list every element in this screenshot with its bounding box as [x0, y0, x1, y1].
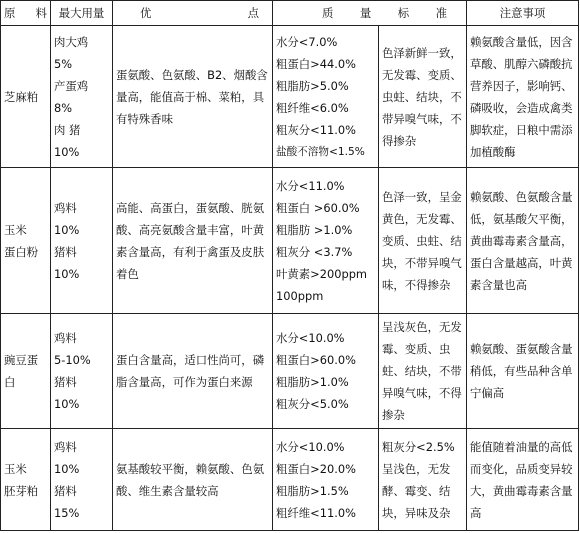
quality-indices-cell: 水分<11.0% 粗蛋白 >60.0% 粗脂肪 >1.0% 粗灰分 <3.7% 叶黄素>200ppm 100ppm — [273, 168, 379, 314]
table-row — [1, 429, 579, 531]
advantages-cell: 高能、高蛋白，蛋氨酸、胱氨酸、高亮氨酸含量丰富，叶黄素含量高，有利于禽蛋及皮肤着色 — [113, 168, 273, 314]
usage-cell: 鸡料 5-10% 猪料 10% — [51, 314, 113, 429]
quality-indices-cell: 水分<7.0% 粗蛋白>44.0% 粗脂肪>5.0% 粗纤维<6.0% 粗灰分<11.0% 盐酸不溶物<1.5% — [273, 26, 379, 168]
quality-description-cell: 粗灰分<2.5%呈浅色，无发酵、霉变、结块，异味及杂 — [379, 429, 467, 531]
usage-cell: 肉大鸡 5% 产蛋鸡 8% 肉 猪 10% — [51, 26, 113, 168]
table-row — [1, 314, 579, 429]
usage-cell: 鸡料 10% 猪料 10% — [51, 168, 113, 314]
header-max-usage: 最大用量 — [51, 1, 113, 26]
usage-cell: 鸡料 10% 猪料 15% — [51, 429, 113, 531]
quality-indices-cell: 水分<10.0% 粗蛋白>20.0% 粗脂肪>1.5% 粗纤维<11.0% — [273, 429, 379, 531]
quality-description-cell: 色泽一致，呈金黄色，无发霉、变质、虫蛀、结块，不带异嗅气味，不得掺杂 — [379, 168, 467, 314]
advantages-cell: 蛋氨酸、色氨酸、B2、烟酸含量高，能值高于棉、菜粕，具有特殊香味 — [113, 26, 273, 168]
notes-cell: 能值随着油量的高低而变化，品质变异较大，黄曲霉毒素含量高 — [467, 429, 579, 531]
header-quality-standard: 质 量 标 准 — [273, 1, 467, 26]
notes-cell: 赖氨酸、色氨酸含量低，氨基酸欠平衡，黄曲霉毒素含量高，蛋白含量越高，叶黄素含量也高 — [467, 168, 579, 314]
table-header-row — [1, 1, 579, 26]
raw-material-cell: 玉米 胚芽粕 — [1, 429, 51, 531]
header-raw-material: 原 料 — [1, 1, 51, 26]
header-notes: 注意事项 — [467, 1, 579, 26]
table-row — [1, 26, 579, 168]
notes-cell: 赖氨酸、蛋氨酸含量稍低，有些品种含单宁偏高 — [467, 314, 579, 429]
quality-indices-cell: 水分<10.0% 粗蛋白>60.0% 粗脂肪>1.0% 粗灰分<5.0% — [273, 314, 379, 429]
raw-material-cell: 豌豆蛋 白 — [1, 314, 51, 429]
notes-cell: 赖氨酸含量低，因含草酸、肌醇六磷酸抗营养因子，影响钙、磷吸收，会造成禽类脚软症，日粮中需添加植酸酶 — [467, 26, 579, 168]
header-advantages: 优 点 — [113, 1, 273, 26]
table-row — [1, 168, 579, 314]
advantages-cell: 氨基酸较平衡，赖氨酸、色氨酸、维生素含量较高 — [113, 429, 273, 531]
quality-description-cell: 色泽新鲜一致，无发霉、变质、虫蛀、结块，不带异嗅气味，不得掺杂 — [379, 26, 467, 168]
advantages-cell: 蛋白含量高，适口性尚可，磷脂含量高，可作为蛋白来源 — [113, 314, 273, 429]
raw-material-cell: 芝麻粕 — [1, 26, 51, 168]
quality-description-cell: 呈浅灰色，无发霉、变质、虫蛀、结块，不带异嗅气味，不得掺杂 — [379, 314, 467, 429]
raw-material-cell: 玉米 蛋白粉 — [1, 168, 51, 314]
